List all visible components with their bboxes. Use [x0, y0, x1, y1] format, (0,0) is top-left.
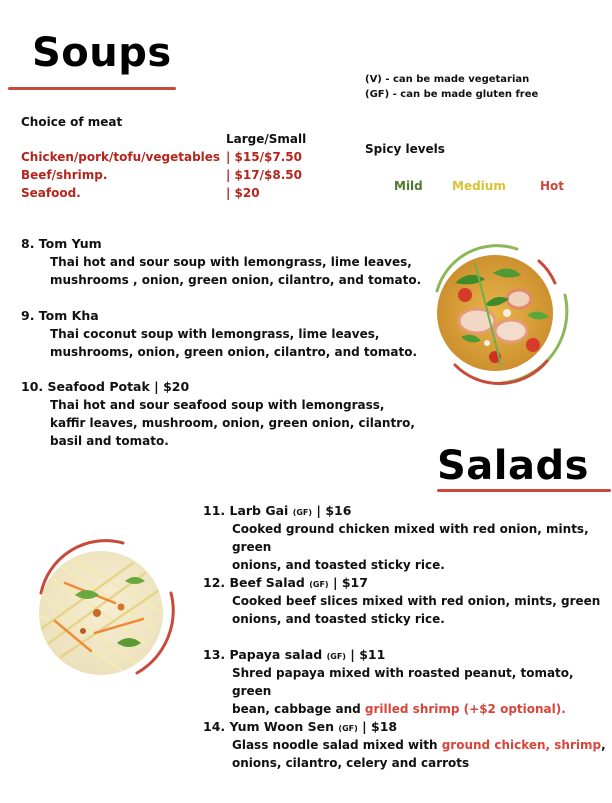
salad-desc-line	[232, 610, 600, 628]
salad-desc-text: Cooked beef slices mixed with red onion, mints, green	[232, 594, 601, 608]
salad-item-desc	[232, 736, 606, 772]
salad-desc-line	[232, 736, 606, 754]
salad-desc-text: onions, and toasted sticky rice.	[232, 612, 445, 626]
soup-desc-line: mushrooms, onion, green onion, cilantro, and tomato.	[50, 345, 418, 359]
meat-heading: Choice of meat	[21, 115, 123, 129]
salad-desc-text: Glass noodle salad mixed with	[232, 738, 442, 752]
meat-row-label: Beef/shrimp.	[21, 168, 108, 182]
soups-title-underline	[8, 87, 176, 90]
salad-desc-highlight: grilled shrimp (+$2 optional).	[364, 702, 566, 716]
salad-item-desc	[232, 520, 612, 574]
gf-tag: (GF)	[326, 652, 346, 661]
salad-item-desc	[232, 664, 612, 718]
salad-desc-text: onions, cilantro, celery and carrots	[232, 756, 470, 770]
note-vegetarian: (V) - can be made vegetarian	[365, 74, 530, 85]
salad-item-name: 13. Papaya salad	[203, 647, 323, 662]
size-heading: Large/Small	[226, 132, 307, 146]
salad-desc-text: Cooked ground chicken mixed with red onion, mints, green	[232, 522, 589, 554]
salad-desc-line	[232, 556, 612, 574]
soup-desc-line: Thai hot and sour seafood soup with lemongrass,	[50, 398, 385, 412]
salad-desc-line	[232, 754, 606, 772]
gf-tag: (GF)	[292, 508, 313, 517]
salad-item-name: 14. Yum Woon Sen	[203, 719, 335, 734]
salad-item-price: | $16	[316, 503, 352, 518]
soup-desc-line: kaffir leaves, mushroom, onion, green onion, cilantro,	[50, 416, 415, 430]
salad-desc-line	[232, 664, 612, 700]
salad-item-title	[203, 575, 368, 590]
soup-item-desc	[50, 396, 415, 450]
salads-title-underline	[437, 489, 611, 492]
spicy-medium: Medium	[452, 179, 506, 193]
soup-item-desc	[50, 253, 421, 289]
spicy-hot: Hot	[540, 179, 565, 193]
soup-item-title: 8. Tom Yum	[21, 236, 102, 251]
salad-desc-highlight: ground chicken, shrimp	[441, 738, 602, 752]
soup-desc-line: Thai hot and sour soup with lemongrass, lime leaves,	[50, 255, 412, 269]
salad-item-title	[203, 719, 397, 734]
note-gluten-free: (GF) - can be made gluten free	[365, 89, 539, 100]
spicy-mild: Mild	[394, 179, 423, 193]
spicy-heading: Spicy levels	[365, 142, 445, 156]
soup-desc-line: mushrooms , onion, green onion, cilantro, and tomato.	[50, 273, 422, 287]
soup-item-title: 9. Tom Kha	[21, 308, 99, 323]
salad-desc-text: Shred papaya mixed with roasted peanut, tomato, green	[232, 666, 574, 698]
salad-item-price: | $17	[332, 575, 368, 590]
salad-item-title	[203, 647, 385, 662]
salad-item-name: 11. Larb Gai	[203, 503, 289, 518]
salad-item-price: | $11	[350, 647, 386, 662]
salad-item-desc	[232, 592, 600, 628]
meat-row-label: Chicken/pork/tofu/vegetables	[21, 150, 221, 164]
salad-item-price: | $18	[362, 719, 398, 734]
soup-item-desc	[50, 325, 417, 361]
salad-desc-text: ,	[601, 738, 606, 752]
papaya-salad-photo	[25, 533, 185, 693]
salad-item-name: 12. Beef Salad	[203, 575, 305, 590]
salad-desc-line	[232, 592, 600, 610]
salads-title: Salads	[437, 443, 589, 489]
tom-yum-photo	[415, 233, 575, 393]
salad-desc-text: onions, and toasted sticky rice.	[232, 558, 445, 572]
soup-desc-line: Thai coconut soup with lemongrass, lime leaves,	[50, 327, 380, 341]
salad-item-title	[203, 503, 351, 518]
salad-desc-line	[232, 700, 612, 718]
soups-title: Soups	[32, 30, 172, 76]
soup-item-title: 10. Seafood Potak | $20	[21, 379, 190, 394]
meat-row-price: | $15/$7.50	[226, 150, 302, 164]
soup-desc-line: basil and tomato.	[50, 434, 169, 448]
gf-tag: (GF)	[338, 724, 358, 733]
gf-tag: (GF)	[309, 580, 329, 589]
salad-desc-text: bean, cabbage and	[232, 702, 365, 716]
meat-row-price: | $20	[226, 186, 260, 200]
meat-row-label: Seafood.	[21, 186, 81, 200]
meat-row-price: | $17/$8.50	[226, 168, 302, 182]
salad-desc-line	[232, 520, 612, 556]
